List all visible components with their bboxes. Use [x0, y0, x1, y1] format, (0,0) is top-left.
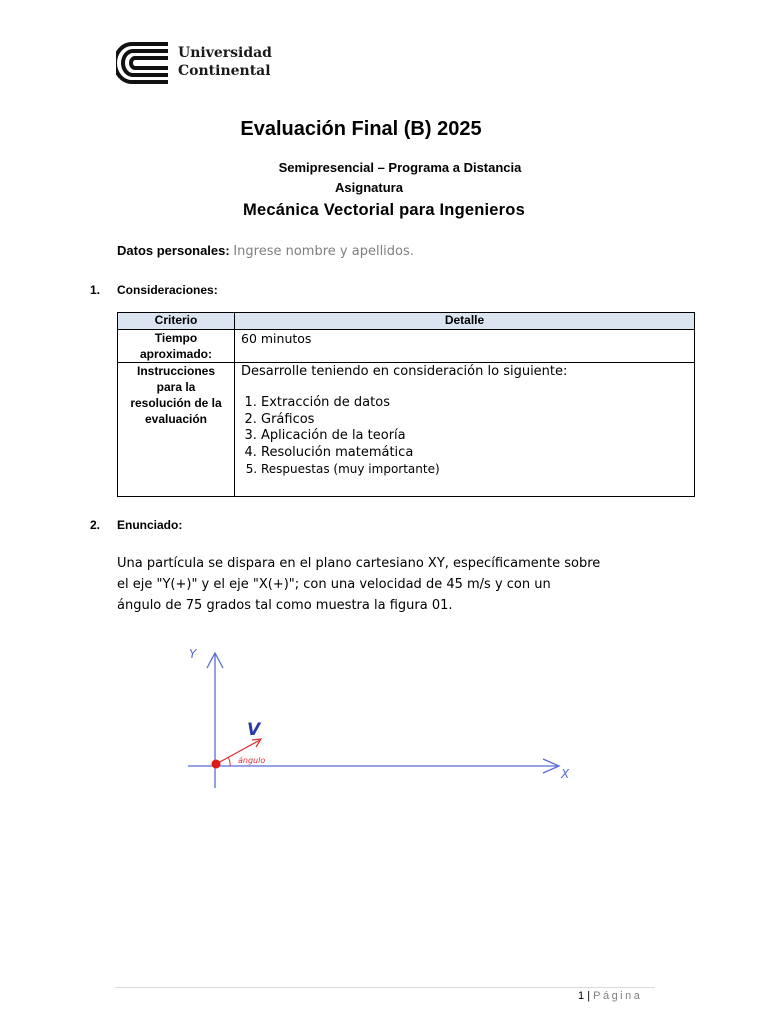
header-criterio: Criterio: [118, 313, 235, 330]
criterion-text: Tiempo: [154, 331, 198, 345]
angle-arc: [228, 757, 230, 766]
list-item: 1. Extracción de datos: [261, 395, 694, 412]
university-logo-icon: [116, 41, 172, 85]
personal-data-row: [117, 243, 414, 259]
figure-01: [170, 640, 590, 800]
header-detalle: Detalle: [235, 313, 695, 330]
particle-dot: [212, 760, 221, 769]
statement-line: ángulo de 75 grados tal como muestra la figura 01.: [117, 598, 453, 613]
section-2-title: Enunciado:: [117, 518, 183, 532]
table-row: [118, 330, 695, 363]
table-row: [118, 363, 695, 497]
personal-data-field[interactable]: Ingrese nombre y apellidos.: [233, 244, 414, 259]
table-header-row: [118, 313, 695, 330]
section-2-number: 2.: [90, 518, 101, 532]
exam-modality: Semipresencial – Programa a Distancia: [278, 160, 522, 175]
duration-text: 60 minutos: [241, 331, 312, 346]
criterion-text: para la: [156, 380, 196, 394]
logo-line-2: Continental: [178, 63, 271, 79]
vector-label: V: [247, 720, 261, 740]
instructions-list: [241, 395, 694, 478]
list-item: 4. Resolución matemática: [261, 445, 694, 462]
university-logo: [116, 41, 272, 85]
statement-line: el eje "Y(+)" y el eje "X(+)"; con una velocidad de 45 m/s y con un: [117, 577, 551, 592]
criterion-text: evaluación: [144, 412, 208, 426]
angle-label: ángulo: [238, 756, 266, 765]
subject-label: Asignatura: [335, 180, 403, 195]
instructions-intro: Desarrolle teniendo en consideración lo siguiente:: [241, 364, 568, 379]
page-footer: [578, 990, 642, 1002]
criterion-text: aproximado:: [139, 347, 212, 361]
criterion-text: resolución de la: [130, 396, 222, 410]
statement-line: Una partícula se dispara en el plano cartesiano XY, específicamente sobre: [117, 556, 601, 571]
criterion-cell: [118, 330, 235, 363]
problem-statement: [117, 553, 657, 616]
page-word: Página: [593, 990, 643, 1002]
section-1-title: Consideraciones:: [117, 283, 218, 297]
page-title: Evaluación Final (B) 2025: [240, 118, 482, 140]
y-axis-label: Y: [189, 647, 197, 661]
list-item: 5. Respuestas (muy importante): [261, 461, 694, 478]
list-item: 2. Gráficos: [261, 412, 694, 429]
x-axis-label: X: [561, 767, 570, 781]
page-number: 1: [578, 990, 585, 1002]
detail-cell: [235, 330, 695, 363]
list-item: 3. Aplicación de la teoría: [261, 428, 694, 445]
criterion-text: Instrucciones: [136, 364, 216, 378]
footer-separator: |: [587, 990, 591, 1002]
footer-divider: [115, 987, 655, 988]
logo-line-1: Universidad: [178, 45, 272, 61]
personal-data-label: Datos personales:: [117, 243, 230, 258]
detail-cell: [235, 363, 695, 497]
criterion-cell: [118, 363, 235, 497]
section-1-number: 1.: [90, 283, 101, 297]
course-name: Mecánica Vectorial para Ingenieros: [243, 201, 525, 219]
considerations-table: [117, 312, 695, 497]
